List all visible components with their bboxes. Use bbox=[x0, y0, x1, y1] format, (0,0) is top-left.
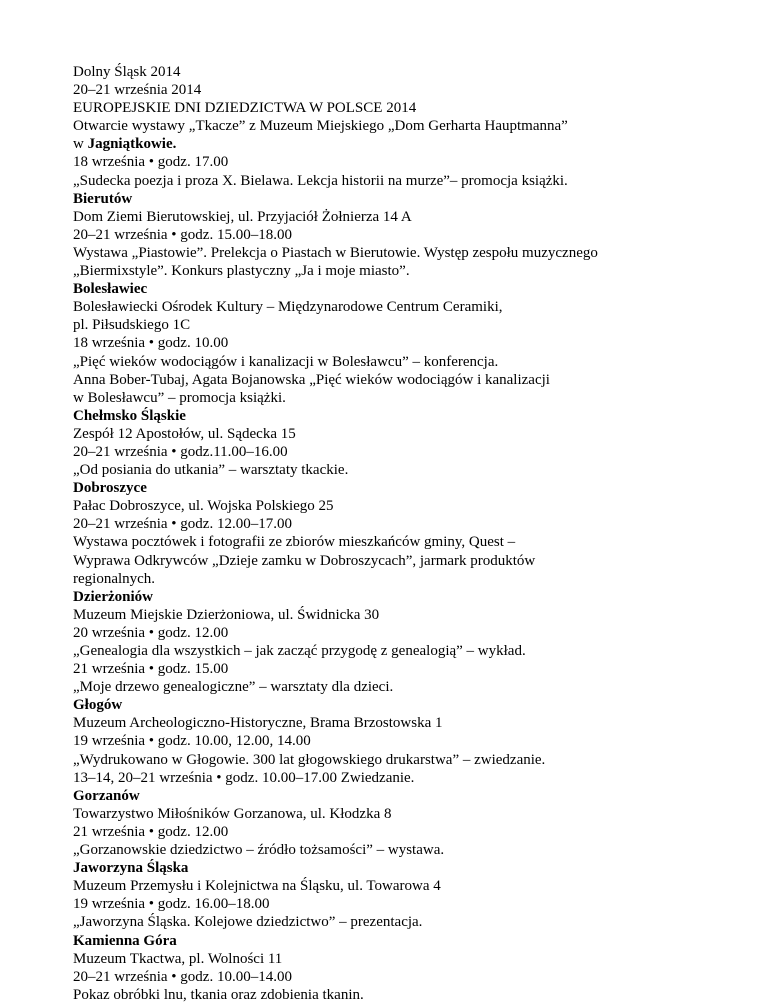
line-text: 18 września • godz. 10.00 bbox=[73, 335, 229, 352]
text-line bbox=[73, 226, 713, 244]
text-line bbox=[73, 443, 713, 461]
line-text: Towarzystwo Miłośników Gorzanowa, ul. Kłodzka 8 bbox=[73, 805, 392, 822]
section-heading bbox=[73, 280, 713, 298]
line-text: Anna Bober-Tubaj, Agata Bojanowska „Pięć wieków wodociągów i kanalizacji bbox=[73, 371, 550, 388]
line-text: regionalnych. bbox=[73, 570, 156, 587]
section-heading-text: Jaworzyna Śląska bbox=[73, 860, 189, 877]
section-heading-text: Jagniątkowie. bbox=[87, 136, 177, 153]
text-line bbox=[73, 99, 713, 117]
text-line bbox=[73, 316, 713, 334]
text-line bbox=[73, 497, 713, 515]
line-text: „Jaworzyna Śląska. Kolejowe dziedzictwo” – prezentacja. bbox=[73, 914, 423, 931]
line-text: „Sudecka poezja i proza X. Bielawa. Lekcja historii na murze”– promocja książki. bbox=[73, 172, 568, 189]
line-text: „Wydrukowano w Głogowie. 300 lat głogowskiego drukarstwa” – zwiedzanie. bbox=[73, 751, 546, 768]
line-text: 21 września • godz. 15.00 bbox=[73, 661, 229, 678]
text-line bbox=[73, 461, 713, 479]
line-text: 20 września • godz. 12.00 bbox=[73, 624, 229, 641]
section-heading-text: Gorzanów bbox=[73, 787, 140, 804]
text-line bbox=[73, 950, 713, 968]
text-line bbox=[73, 208, 713, 226]
section-heading-text: Dobroszyce bbox=[73, 480, 147, 497]
text-line bbox=[73, 425, 713, 443]
line-text: Dolny Śląsk 2014 bbox=[73, 64, 181, 80]
text-line bbox=[73, 552, 713, 570]
section-heading-text: Chełmsko Śląskie bbox=[73, 407, 186, 424]
text-line bbox=[73, 262, 713, 280]
text-line bbox=[73, 913, 713, 931]
line-text: „Moje drzewo genealogiczne” – warsztaty dla dzieci. bbox=[73, 679, 394, 696]
line-text: Wyprawa Odkrywców „Dzieje zamku w Dobroszycach”, jarmark produktów bbox=[73, 552, 536, 569]
text-line bbox=[73, 172, 713, 190]
line-text: Dom Ziemi Bierutowskiej, ul. Przyjaciół Żołnierza 14 A bbox=[73, 208, 412, 225]
line-text: 13–14, 20–21 września • godz. 10.00–17.00 Zwiedzanie. bbox=[73, 769, 415, 786]
text-line bbox=[73, 117, 713, 135]
line-text: Muzeum Archeologiczno-Historyczne, Brama Brzostowska 1 bbox=[73, 715, 443, 732]
document-body bbox=[73, 63, 713, 1004]
line-prefix: w bbox=[73, 136, 88, 153]
section-heading bbox=[73, 135, 713, 153]
line-text: 19 września • godz. 10.00, 12.00, 14.00 bbox=[73, 733, 311, 750]
line-text: w Bolesławcu” – promocja książki. bbox=[73, 389, 286, 406]
section-heading bbox=[73, 696, 713, 714]
section-heading bbox=[73, 190, 713, 208]
section-heading-text: Bierutów bbox=[73, 190, 133, 207]
line-text: Muzeum Przemysłu i Kolejnictwa na Śląsku, ul. Towarowa 4 bbox=[73, 878, 441, 895]
section-heading bbox=[73, 479, 713, 497]
text-line bbox=[73, 732, 713, 750]
section-heading-text: Dzierżoniów bbox=[73, 588, 153, 605]
text-line bbox=[73, 823, 713, 841]
text-line bbox=[73, 642, 713, 660]
text-line bbox=[73, 769, 713, 787]
line-text: 20–21 września • godz. 12.00–17.00 bbox=[73, 516, 292, 533]
text-line bbox=[73, 153, 713, 171]
line-text: 20–21 września • godz. 10.00–14.00 bbox=[73, 968, 292, 985]
text-line bbox=[73, 805, 713, 823]
text-line bbox=[73, 714, 713, 732]
text-line bbox=[73, 624, 713, 642]
line-text: 21 września • godz. 12.00 bbox=[73, 823, 229, 840]
text-line bbox=[73, 606, 713, 624]
text-line bbox=[73, 334, 713, 352]
line-text: Muzeum Tkactwa, pl. Wolności 11 bbox=[73, 950, 283, 967]
line-text: 20–21 września • godz.11.00–16.00 bbox=[73, 443, 288, 460]
line-text: Muzeum Miejskie Dzierżoniowa, ul. Świdnicka 30 bbox=[73, 606, 380, 623]
line-text: Wystawa „Piastowie”. Prelekcja o Piastach w Bierutowie. Występ zespołu muzycznego bbox=[73, 244, 598, 261]
section-heading-text: Kamienna Góra bbox=[73, 932, 177, 949]
line-text: „Gorzanowskie dziedzictwo – źródło tożsamości” – wystawa. bbox=[73, 842, 445, 859]
line-text: 19 września • godz. 16.00–18.00 bbox=[73, 896, 270, 913]
text-line bbox=[73, 895, 713, 913]
line-text: EUROPEJSKIE DNI DZIEDZICTWA W POLSCE 2014 bbox=[73, 100, 417, 117]
section-heading bbox=[73, 932, 713, 950]
line-text: 20–21 września • godz. 15.00–18.00 bbox=[73, 226, 292, 243]
text-line bbox=[73, 244, 713, 262]
line-text: „Pięć wieków wodociągów i kanalizacji w Bolesławcu” – konferencja. bbox=[73, 353, 499, 370]
section-heading-text: Bolesławiec bbox=[73, 281, 148, 298]
section-heading bbox=[73, 588, 713, 606]
line-text: Pałac Dobroszyce, ul. Wojska Polskiego 25 bbox=[73, 498, 334, 515]
text-line bbox=[73, 63, 713, 81]
text-line bbox=[73, 81, 713, 99]
text-line bbox=[73, 515, 713, 533]
text-line bbox=[73, 353, 713, 371]
section-heading bbox=[73, 859, 713, 877]
text-line bbox=[73, 841, 713, 859]
text-line bbox=[73, 678, 713, 696]
text-line bbox=[73, 968, 713, 986]
line-text: 18 września • godz. 17.00 bbox=[73, 154, 229, 171]
text-line bbox=[73, 570, 713, 588]
section-heading bbox=[73, 407, 713, 425]
line-text: Wystawa pocztówek i fotografii ze zbiorów mieszkańców gminy, Quest – bbox=[73, 534, 516, 551]
text-line bbox=[73, 389, 713, 407]
line-text: Otwarcie wystawy „Tkacze” z Muzeum Miejskiego „Dom Gerharta Hauptmanna” bbox=[73, 118, 568, 135]
text-line bbox=[73, 877, 713, 895]
text-line bbox=[73, 298, 713, 316]
line-text: Pokaz obróbki lnu, tkania oraz zdobienia tkanin. bbox=[73, 986, 364, 1003]
line-text: Bolesławiecki Ośrodek Kultury – Międzynarodowe Centrum Ceramiki, bbox=[73, 299, 503, 316]
text-line bbox=[73, 660, 713, 678]
line-text: pl. Piłsudskiego 1C bbox=[73, 317, 191, 334]
line-text: „Genealogia dla wszystkich – jak zacząć przygodę z genealogią” – wykład. bbox=[73, 643, 526, 659]
line-text: „Od posiania do utkania” – warsztaty tkackie. bbox=[73, 462, 349, 479]
section-heading bbox=[73, 787, 713, 805]
text-line bbox=[73, 371, 713, 389]
text-line bbox=[73, 751, 713, 769]
text-line bbox=[73, 986, 713, 1004]
text-line bbox=[73, 533, 713, 551]
section-heading-text: Głogów bbox=[73, 697, 123, 714]
line-text: 20–21 września 2014 bbox=[73, 82, 202, 99]
line-text: „Biermixstyle”. Konkurs plastyczny „Ja i moje miasto”. bbox=[73, 263, 410, 280]
line-text: Zespół 12 Apostołów, ul. Sądecka 15 bbox=[73, 425, 296, 442]
